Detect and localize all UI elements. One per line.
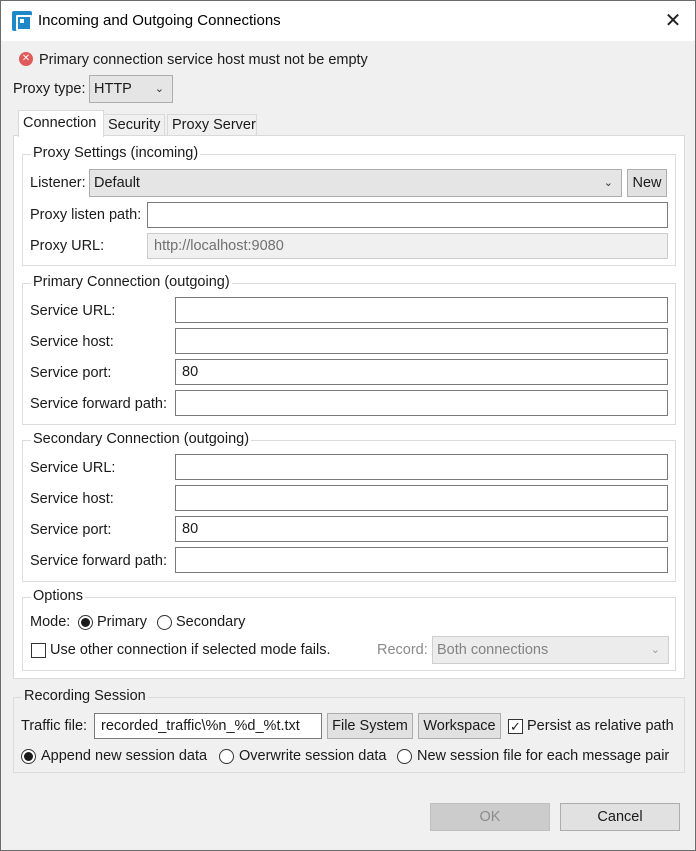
record-value: Both connections <box>437 642 549 658</box>
proxy-listen-path-input[interactable] <box>147 202 668 228</box>
overwrite-session-label[interactable]: Overwrite session data <box>239 748 387 764</box>
persist-relative-checkbox[interactable]: ✓ <box>508 719 523 734</box>
secondary-service-port-label: Service port: <box>30 522 112 538</box>
mode-label: Mode: <box>30 614 71 630</box>
append-session-radio[interactable] <box>21 749 36 764</box>
new-session-file-label[interactable]: New session file for each message pair <box>417 748 670 764</box>
listener-select[interactable] <box>89 169 622 197</box>
secondary-forward-path-input[interactable] <box>175 547 668 573</box>
title-bar <box>1 1 695 41</box>
cancel-button[interactable]: Cancel <box>560 803 680 831</box>
primary-service-url-input[interactable] <box>175 297 668 323</box>
record-label: Record: <box>377 642 428 658</box>
close-button[interactable]: ✕ <box>664 10 682 32</box>
listener-value: Default <box>94 175 140 191</box>
primary-service-host-label: Service host: <box>30 334 114 350</box>
app-icon <box>12 11 32 31</box>
chevron-down-icon: ⌄ <box>154 83 164 95</box>
append-session-label[interactable]: Append new session data <box>41 748 208 764</box>
proxy-listen-path-label: Proxy listen path: <box>30 207 142 223</box>
secondary-connection-title: Secondary Connection (outgoing) <box>33 431 250 447</box>
primary-connection-title: Primary Connection (outgoing) <box>33 274 230 290</box>
workspace-button[interactable]: Workspace <box>418 713 501 739</box>
error-icon: ✕ <box>19 52 33 66</box>
fallback-checkbox[interactable] <box>31 643 46 658</box>
record-select[interactable] <box>432 636 669 664</box>
secondary-forward-path-label: Service forward path: <box>30 553 168 569</box>
proxy-settings-title: Proxy Settings (incoming) <box>33 145 199 161</box>
primary-service-host-input[interactable] <box>175 328 668 354</box>
secondary-service-host-label: Service host: <box>30 491 114 507</box>
traffic-file-label: Traffic file: <box>21 718 88 734</box>
proxy-type-value: HTTP <box>94 81 132 97</box>
primary-service-url-label: Service URL: <box>30 303 116 319</box>
ok-button[interactable]: OK <box>430 803 550 831</box>
mode-primary-label[interactable]: Primary <box>97 614 147 630</box>
listener-label: Listener: <box>30 175 86 191</box>
mode-secondary-label[interactable]: Secondary <box>176 614 246 630</box>
primary-service-port-label: Service port: <box>30 365 112 381</box>
new-session-file-radio[interactable] <box>397 749 412 764</box>
proxy-url-field: http://localhost:9080 <box>147 233 668 259</box>
secondary-service-host-input[interactable] <box>175 485 668 511</box>
traffic-file-input[interactable]: recorded_traffic\%n_%d_%t.txt <box>94 713 322 739</box>
file-system-button[interactable]: File System <box>327 713 413 739</box>
mode-secondary-radio[interactable] <box>157 615 172 630</box>
proxy-url-label: Proxy URL: <box>30 238 105 254</box>
mode-primary-radio[interactable] <box>78 615 93 630</box>
fallback-label[interactable]: Use other connection if selected mode fails. <box>50 642 331 658</box>
window-title: Incoming and Outgoing Connections <box>38 12 281 29</box>
proxy-type-label: Proxy type: <box>13 81 86 97</box>
tab-connection[interactable]: Connection <box>18 110 104 137</box>
tab-security[interactable]: Security <box>103 114 165 136</box>
new-listener-button[interactable]: New <box>627 169 667 197</box>
tab-proxy-server[interactable]: Proxy Server <box>167 114 257 136</box>
chevron-down-icon: ⌄ <box>650 644 660 656</box>
persist-relative-label[interactable]: Persist as relative path <box>527 718 674 734</box>
secondary-service-url-input[interactable] <box>175 454 668 480</box>
chevron-down-icon: ⌄ <box>603 177 613 189</box>
secondary-service-port-input[interactable]: 80 <box>175 516 668 542</box>
primary-service-port-input[interactable]: 80 <box>175 359 668 385</box>
options-title: Options <box>33 588 83 604</box>
connection-tab-panel <box>13 135 685 679</box>
secondary-service-url-label: Service URL: <box>30 460 116 476</box>
recording-session-title: Recording Session <box>24 688 146 704</box>
primary-forward-path-input[interactable] <box>175 390 668 416</box>
error-message: Primary connection service host must not be empty <box>39 52 368 68</box>
primary-forward-path-label: Service forward path: <box>30 396 168 412</box>
proxy-type-select[interactable] <box>89 75 173 103</box>
overwrite-session-radio[interactable] <box>219 749 234 764</box>
